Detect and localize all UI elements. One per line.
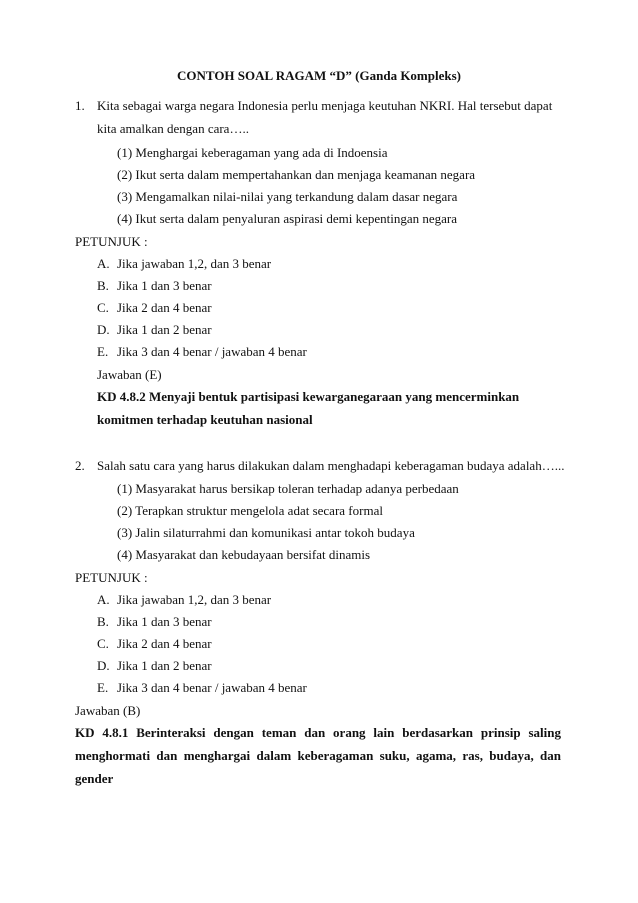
q2-item: (2) Terapkan struktur mengelola adat secara formal (117, 503, 383, 518)
q1-kd-line2: komitmen terhadap keutuhan nasional (97, 412, 313, 427)
q2-option-text: Jika 1 dan 2 benar (117, 658, 212, 673)
q1-item: (3) Mengamalkan nilai-nilai yang terkandung dalam dasar negara (117, 189, 458, 204)
q1-petunjuk-label: PETUNJUK : (75, 234, 148, 249)
q2-option-letter: B. (97, 614, 109, 629)
q2-item: (4) Masyarakat dan kebudayaan bersifat dinamis (117, 547, 371, 562)
page-title: CONTOH SOAL RAGAM “D” (Ganda Kompleks) (177, 68, 461, 83)
q1-option-letter: B. (97, 278, 109, 293)
q1-option-letter: D. (97, 322, 110, 337)
q2-item: (3) Jalin silaturrahmi dan komunikasi antar tokoh budaya (117, 525, 415, 540)
q1-stem-line1: Kita sebagai warga negara Indonesia perlu menjaga keutuhan NKRI. Hal tersebut dapat (97, 98, 553, 113)
q2-option-text: Jika 1 dan 3 benar (117, 614, 212, 629)
q1-number: 1. (75, 98, 85, 113)
q1-option-text: Jika 3 dan 4 benar / jawaban 4 benar (117, 344, 307, 359)
q1-option-text: Jika jawaban 1,2, dan 3 benar (117, 256, 272, 271)
q1-stem-line2: kita amalkan dengan cara….. (97, 121, 249, 136)
q2-option-letter: A. (97, 592, 110, 607)
q1-answer: Jawaban (E) (97, 367, 162, 382)
q2-option-letter: E. (97, 680, 109, 695)
q2-item: (1) Masyarakat harus bersikap toleran terhadap adanya perbedaan (117, 481, 459, 496)
q2-number: 2. (75, 458, 85, 473)
q2-answer: Jawaban (B) (75, 703, 141, 718)
q1-option-letter: C. (97, 300, 109, 315)
q1-option-letter: E. (97, 344, 109, 359)
q1-option-text: Jika 1 dan 2 benar (117, 322, 212, 337)
q1-kd-line1: KD 4.8.2 Menyaji bentuk partisipasi kewarganegaraan yang mencerminkan (97, 389, 520, 404)
q1-option-letter: A. (97, 256, 110, 271)
q2-option-letter: D. (97, 658, 110, 673)
q1-option-text: Jika 1 dan 3 benar (117, 278, 212, 293)
q2-option-text: Jika 3 dan 4 benar / jawaban 4 benar (117, 680, 307, 695)
q1-item: (4) Ikut serta dalam penyaluran aspirasi demi kepentingan negara (117, 211, 458, 226)
q2-option-text: Jika jawaban 1,2, dan 3 benar (117, 592, 272, 607)
q1-item: (2) Ikut serta dalam mempertahankan dan menjaga keamanan negara (117, 167, 476, 182)
q2-option-text: Jika 2 dan 4 benar (117, 636, 212, 651)
q2-option-letter: C. (97, 636, 109, 651)
q2-petunjuk-label: PETUNJUK : (75, 570, 148, 585)
q2-kd-line3: gender (75, 771, 114, 786)
q1-option-text: Jika 2 dan 4 benar (117, 300, 212, 315)
q2-kd-line1: KD 4.8.1 Berinteraksi dengan teman dan orang lain berdasarkan prinsip saling (75, 725, 561, 740)
q2-kd-line2: menghormati dan menghargai dalam keberagaman suku, agama, ras, budaya, dan (75, 748, 561, 763)
q2-stem-line1: Salah satu cara yang harus dilakukan dalam menghadapi keberagaman budaya adalah…... (97, 458, 565, 473)
q1-item: (1) Menghargai keberagaman yang ada di Indoensia (117, 145, 388, 160)
